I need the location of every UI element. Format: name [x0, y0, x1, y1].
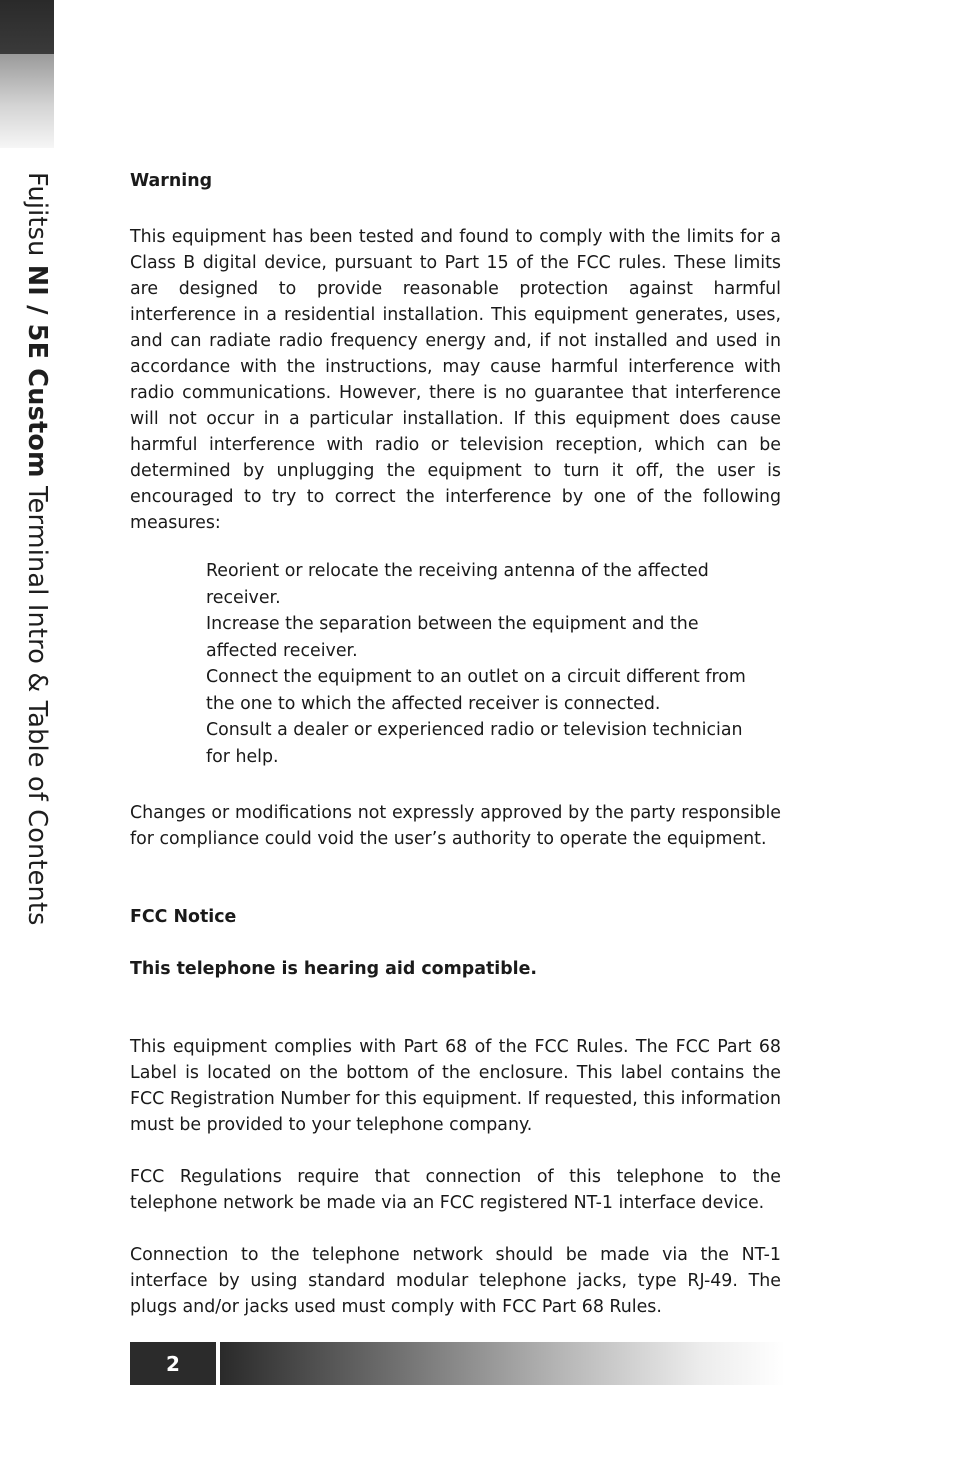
changes-paragraph: Changes or modifications not expressly approved by the party responsible for compliance could void the user’s authority to operate the equipment. — [130, 803, 781, 849]
side-title-part2: Terminal Intro & Table of Contents — [22, 477, 52, 926]
measures-list — [206, 558, 766, 770]
corner-tab-gradient — [0, 54, 54, 148]
warning-heading: Warning — [130, 171, 213, 191]
measure-item: Reorient or relocate the receiving antenna of the affected receiver. — [206, 561, 709, 608]
measure-item: Increase the separation between the equipment and the affected receiver. — [206, 614, 699, 661]
fcc-paragraph: Connection to the telephone network should be made via the NT-1 interface by using standard modular telephone jacks, type RJ-49. The plugs and/or jacks used must comply with FCC Part 68 Rules. — [130, 1245, 781, 1317]
fcc-paragraph: FCC Regulations require that connection of this telephone to the telephone network be made via an FCC registered NT-1 interface device. — [130, 1167, 781, 1213]
side-running-title — [22, 172, 52, 926]
footer-gradient-bar — [220, 1342, 785, 1385]
hearing-aid-statement: This telephone is hearing aid compatible. — [130, 959, 538, 979]
measure-item: Consult a dealer or experienced radio or television technician for help. — [206, 720, 743, 767]
warning-paragraph: This equipment has been tested and found to comply with the limits for a Class B digital device, pursuant to Part 15 of the FCC rules. These limits are designed to provide reasonable protection against harmful interference in a residential installation. This equipment generates, uses, and can radiate radio frequency energy and, if not installed and used in accordance with the instructions, may cause harmful interference with radio communications. However, there is no guarantee that interference will not occur in a particular installation. If this equipment does cause harmful interference with radio or television reception, which can be determined by unplugging the equipment to turn it off, the user is encouraged to try to correct the interference by one of the following measures: — [130, 227, 781, 533]
fcc-paragraph: This equipment complies with Part 68 of the FCC Rules. The FCC Part 68 Label is located on the bottom of the enclosure. This label contains the FCC Registration Number for this equipment. If requested, this information must be provided to your telephone company. — [130, 1037, 781, 1135]
side-title-part1: Fujitsu — [22, 172, 52, 265]
fcc-notice-heading: FCC Notice — [130, 907, 237, 927]
corner-tab-dark — [0, 0, 54, 54]
page-content — [130, 168, 781, 1320]
measure-item: Connect the equipment to an outlet on a circuit different from the one to which the affected receiver is connected. — [206, 667, 746, 714]
page-number: 2 — [130, 1342, 216, 1385]
side-title-bold: NI / 5E Custom — [22, 264, 52, 478]
